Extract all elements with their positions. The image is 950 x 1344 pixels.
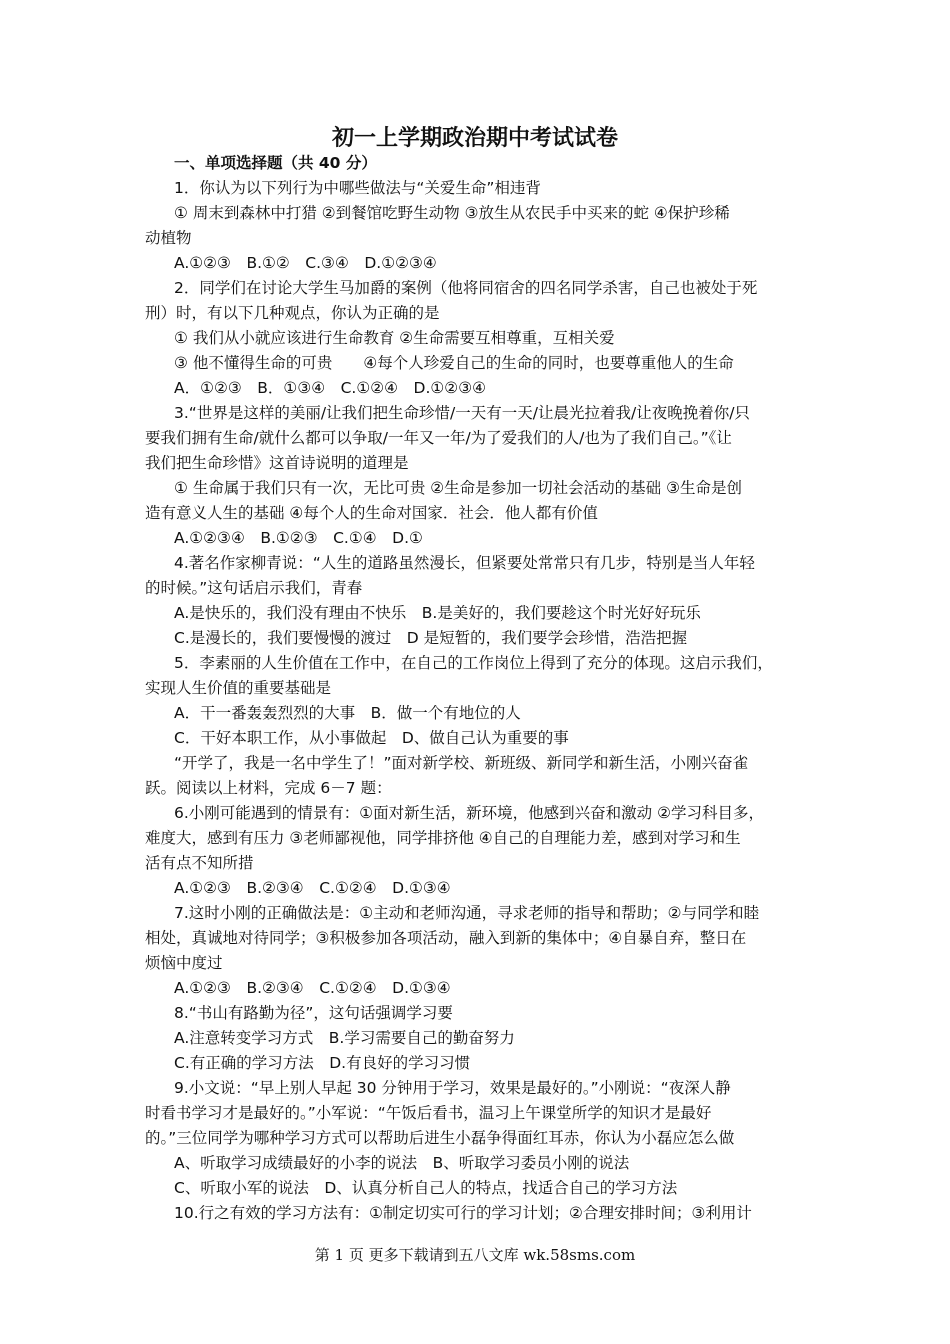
question-5-cont: 实现人生价值的重要基础是 bbox=[145, 679, 332, 697]
reading-material-cont: 跃。阅读以上材料，完成 6－7 题： bbox=[145, 779, 392, 797]
question-1-options: A.①②③ B.①② C.③④ D.①②③④ bbox=[174, 254, 437, 272]
question-1-statements-cont: 动植物 bbox=[145, 229, 192, 247]
question-4-options: A.是快乐的，我们没有理由不快乐 B.是美好的，我们要趁这个时光好好玩乐 bbox=[174, 604, 701, 622]
page-title: 初一上学期政治期中考试试卷 bbox=[331, 125, 618, 151]
question-2-options: A．①②③ B．①③④ C.①②④ D.①②③④ bbox=[174, 379, 486, 397]
question-7: 7.这时小刚的正确做法是：①主动和老师沟通，寻求老师的指导和帮助；②与同学和睦 bbox=[174, 904, 760, 922]
question-6-options: A.①②③ B.②③④ C.①②④ D.①③④ bbox=[174, 879, 451, 897]
page-footer: 第 1 页 更多下载请到五八文库 wk.58sms.com bbox=[314, 1246, 636, 1264]
question-8-options: A.注意转变学习方式 B.学习需要自己的勤奋努力 bbox=[174, 1029, 515, 1047]
question-2-cont: 刑）时，有以下几种观点，你认为正确的是 bbox=[145, 304, 440, 322]
exam-body bbox=[145, 151, 815, 1226]
question-4: 4.著名作家柳青说：“人生的道路虽然漫长，但紧要处常常只有几步，特别是当人年轻 bbox=[174, 554, 755, 572]
question-6-cont: 活有点不知所措 bbox=[145, 854, 254, 872]
question-7-cont: 烦恼中度过 bbox=[145, 954, 223, 972]
question-5-options: C．干好本职工作，从小事做起 D、做自己认为重要的事 bbox=[174, 729, 569, 747]
question-4-cont: 的时候。”这句话启示我们，青春 bbox=[145, 579, 363, 597]
question-9: 9.小文说：“早上别人早起 30 分钟用于学习，效果是最好的。”小刚说：“夜深人静 bbox=[174, 1079, 731, 1097]
question-7-cont: 相处，真诚地对待同学；③积极参加各项活动，融入到新的集体中；④自暴自弃，整日在 bbox=[145, 929, 747, 947]
question-3-statements: ① 生命属于我们只有一次，无比可贵 ②生命是参加一切社会活动的基础 ③生命是创 bbox=[174, 479, 742, 497]
question-6-cont: 难度大，感到有压力 ③老师鄙视他，同学排挤他 ④自己的自理能力差，感到对学习和生 bbox=[145, 829, 741, 847]
section-heading: 一、单项选择题（共 40 分） bbox=[174, 154, 377, 172]
question-1-statements: ① 周末到森林中打猎 ②到餐馆吃野生动物 ③放生从农民手中买来的蛇 ④保护珍稀 bbox=[174, 204, 730, 222]
question-9-cont: 时看书学习才是最好的。”小军说：“午饭后看书，温习上午课堂所学的知识才是最好 bbox=[145, 1104, 712, 1122]
question-7-options: A.①②③ B.②③④ C.①②④ D.①③④ bbox=[174, 979, 451, 997]
question-9-cont: 的。”三位同学为哪种学习方式可以帮助后进生小磊争得面红耳赤，你认为小磊应怎么做 bbox=[145, 1129, 735, 1147]
question-2-statements: ① 我们从小就应该进行生命教育 ②生命需要互相尊重，互相关爱 bbox=[174, 329, 615, 347]
question-8-options: C.有正确的学习方法 D.有良好的学习习惯 bbox=[174, 1054, 471, 1072]
question-1: 1．你认为以下列行为中哪些做法与“关爱生命”相违背 bbox=[174, 179, 541, 197]
question-5-options: A．干一番轰轰烈烈的大事 B．做一个有地位的人 bbox=[174, 704, 521, 722]
question-3-statements-cont: 造有意义人生的基础 ④每个人的生命对国家．社会．他人都有价值 bbox=[145, 504, 598, 522]
question-8: 8.“书山有路勤为径”，这句话强调学习要 bbox=[174, 1004, 453, 1022]
question-3: 3.“世界是这样的美丽/让我们把生命珍惜/一天有一天/让晨光拉着我/让夜晚挽着你/只 bbox=[174, 404, 750, 422]
question-10: 10.行之有效的学习方法有：①制定切实可行的学习计划；②合理安排时间；③利用计 bbox=[174, 1204, 752, 1222]
question-2: 2．同学们在讨论大学生马加爵的案例（他将同宿舍的四名同学杀害，自己也被处于死 bbox=[174, 279, 758, 297]
question-9-options: A、听取学习成绩最好的小李的说法 B、听取学习委员小刚的说法 bbox=[174, 1154, 630, 1172]
question-3-cont: 要我们拥有生命/就什么都可以争取/一年又一年/为了爱我们的人/也为了我们自己。”《让 bbox=[145, 429, 732, 447]
reading-material: “开学了，我是一名中学生了！”面对新学校、新班级、新同学和新生活，小刚兴奋雀 bbox=[174, 754, 749, 772]
question-9-options: C、听取小军的说法 D、认真分析自己人的特点，找适合自己的学习方法 bbox=[174, 1179, 678, 1197]
question-3-options: A.①②③④ B.①②③ C.①④ D.① bbox=[174, 529, 423, 547]
question-6: 6.小刚可能遇到的情景有：①面对新生活，新环境，他感到兴奋和激动 ②学习科目多， bbox=[174, 804, 765, 822]
question-5: 5．李素丽的人生价值在工作中，在自己的工作岗位上得到了充分的体现。这启示我们， bbox=[174, 654, 773, 672]
question-3-cont: 我们把生命珍惜》这首诗说明的道理是 bbox=[145, 454, 409, 472]
question-2-statements-cont: ③ 他不懂得生命的可贵 ④每个人珍爱自己的生命的同时，也要尊重他人的生命 bbox=[174, 354, 734, 372]
question-4-options: C.是漫长的，我们要慢慢的渡过 D 是短暂的，我们要学会珍惜，浩浩把握 bbox=[174, 629, 688, 647]
